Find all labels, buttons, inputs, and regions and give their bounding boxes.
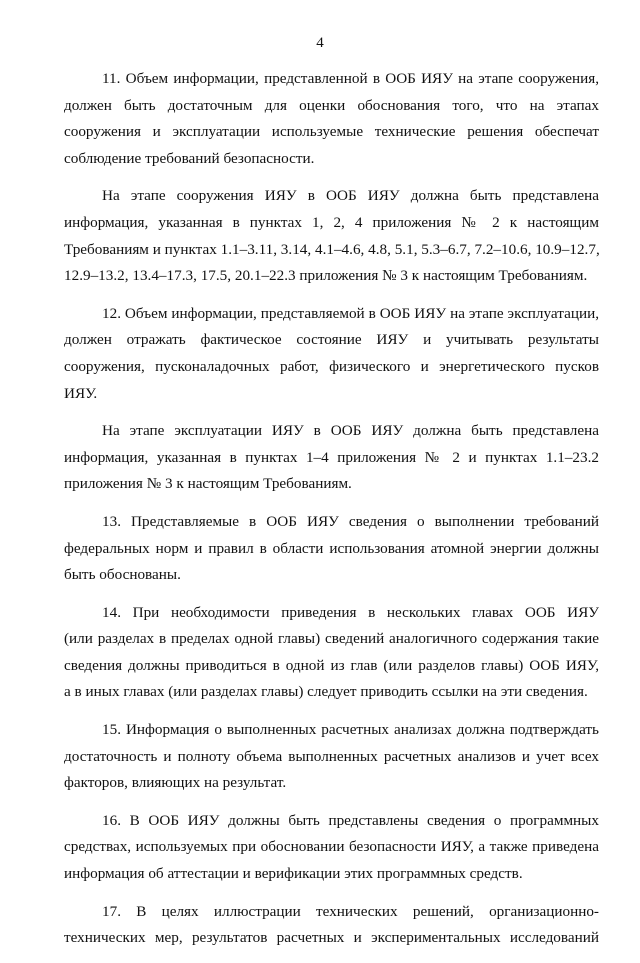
paragraph-line: информация, указанная в пунктах 1–4 приложения № 2 и пунктах 1.1–23.2	[64, 448, 599, 466]
page-number: 4	[316, 35, 324, 51]
paragraph-line: должен быть достаточным для оценки обоснования того, что на этапах	[64, 96, 599, 114]
paragraph	[64, 509, 599, 589]
document-body	[64, 66, 599, 963]
paragraph-line: сооружения и эксплуатации используемые технические решения обеспечат	[64, 123, 599, 141]
paragraph	[64, 183, 599, 289]
paragraph-line: 14. При необходимости приведения в нескольких главах ООБ ИЯУ	[102, 603, 599, 621]
paragraph-line: 17. В целях иллюстрации технических решений, организационно-	[102, 902, 599, 920]
paragraph-line: должен отражать фактическое состояние ИЯУ и учитывать результаты	[64, 331, 599, 349]
paragraph-line: приложения № 3 к настоящим Требованиям.	[64, 475, 352, 493]
paragraph	[64, 418, 599, 498]
paragraph-line: достаточность и полноту объема выполненных расчетных анализов и учет всех	[64, 747, 599, 765]
paragraph-line: факторов, влияющих на результат.	[64, 774, 287, 792]
paragraph	[64, 808, 599, 888]
paragraph-line: 13. Представляемые в ООБ ИЯУ сведения о выполнении требований	[102, 512, 599, 530]
paragraph-line: (или разделах в пределах одной главы) сведений аналогичного содержания такие	[64, 630, 599, 648]
paragraph-line: сооружения, пусконаладочных работ, физического и энергетического пусков	[64, 357, 599, 375]
paragraph-line: а в иных главах (или разделах главы) следует приводить ссылки на эти сведения.	[64, 683, 588, 701]
paragraph-line: ИЯУ.	[64, 384, 98, 402]
paragraph-line: Требованиям и пунктах 1.1–3.11, 3.14, 4.1–4.6, 4.8, 5.1, 5.3–6.7, 7.2–10.6, 10.9–12.7,	[64, 240, 600, 258]
paragraph-line: 12. Объем информации, представляемой в ООБ ИЯУ на этапе эксплуатации,	[102, 304, 599, 322]
paragraph	[64, 66, 599, 172]
paragraph	[64, 600, 599, 706]
paragraph-line: средствах, используемых при обосновании безопасности ИЯУ, а также приведена	[64, 838, 599, 856]
paragraph-line: информация об аттестации и верификации этих программных средств.	[64, 865, 523, 883]
paragraph-line: федеральных норм и правил в области использования атомной энергии должны	[64, 539, 599, 557]
paragraph-line: технических мер, результатов расчетных и экспериментальных исследований	[64, 929, 599, 947]
paragraph	[64, 899, 599, 952]
paragraph-line: На этапе сооружения ИЯУ в ООБ ИЯУ должна быть представлена	[102, 187, 599, 205]
paragraph-line: информация, указанная в пунктах 1, 2, 4 приложения № 2 к настоящим	[64, 213, 599, 231]
paragraph-line: 12.9–13.2, 13.4–17.3, 17.5, 20.1–22.3 приложения № 3 к настоящим Требованиям.	[64, 267, 588, 285]
paragraph-line: сведения должны приводиться в одной из глав (или разделов главы) ООБ ИЯУ,	[64, 656, 599, 674]
paragraph-line: 15. Информация о выполненных расчетных анализах должна подтверждать	[102, 721, 599, 739]
paragraph	[64, 717, 599, 797]
paragraph-line: На этапе эксплуатации ИЯУ в ООБ ИЯУ должна быть представлена	[102, 422, 599, 440]
paragraph-line: 16. В ООБ ИЯУ должны быть представлены сведения о программных	[102, 811, 599, 829]
paragraph	[64, 301, 599, 407]
paragraph-line: быть обоснованы.	[64, 566, 181, 584]
paragraph-line: 11. Объем информации, представленной в ООБ ИЯУ на этапе сооружения,	[102, 70, 599, 87]
paragraph-line: соблюдение требований безопасности.	[64, 149, 315, 167]
